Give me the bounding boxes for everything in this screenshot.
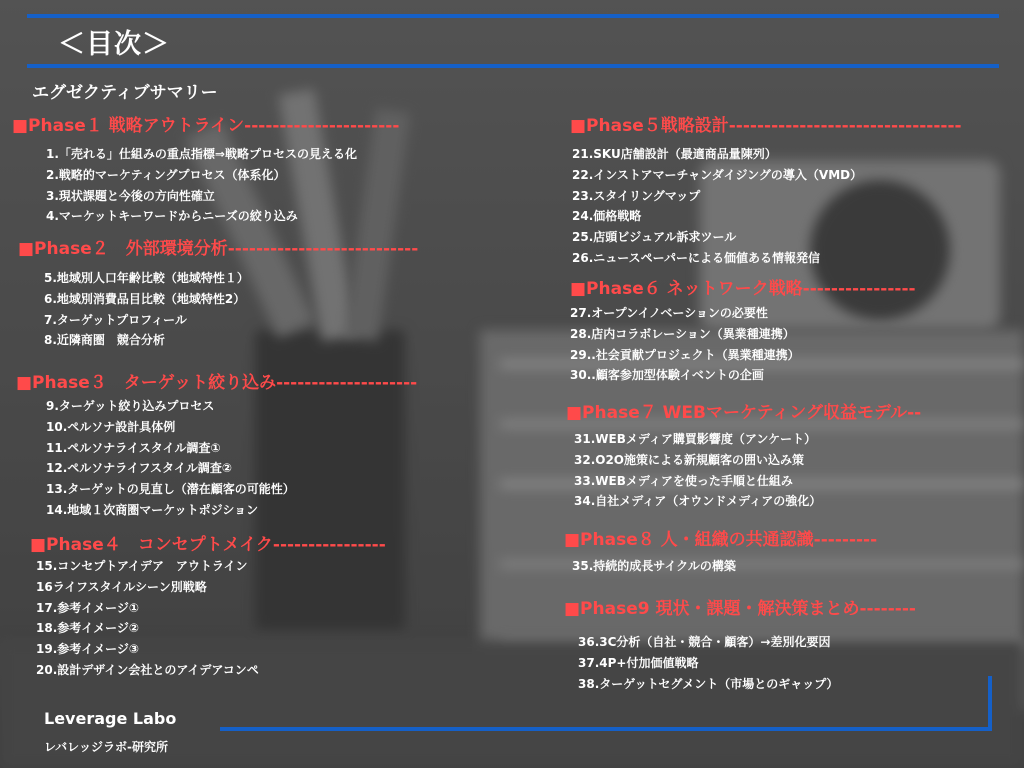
list-item: 15.コンセプトアイデア アウトライン [36, 559, 248, 573]
list-item: 5.地域別人口年齢比較（地域特性１） [44, 271, 249, 285]
list-item: 19.参考イメージ③ [36, 642, 140, 657]
phase-6-heading: ■Phase６ ネットワーク戦略---------------- [570, 279, 916, 299]
list-item: 18.参考イメージ② [36, 621, 140, 636]
phase-5-heading: ■Phase５戦略設計--------------------------------- [570, 116, 962, 136]
brand-subtitle: レバレッジラボ-研究所 [44, 740, 169, 754]
list-item: 6.地域別消費品目比較（地域特性2） [44, 291, 246, 306]
list-item: 27.オープンイノベーションの必要性 [570, 306, 768, 320]
list-item: 34.自社メディア（オウンドメディアの強化） [574, 494, 822, 509]
phase-4-heading: ■Phase４ コンセプトメイク---------------- [30, 535, 386, 555]
list-item: 7.ターゲットプロフィール [44, 312, 187, 327]
list-item: 32.O2O施策による新規顧客の囲い込み策 [574, 452, 805, 467]
list-item: 35.持続的成長サイクルの構築 [572, 559, 736, 573]
list-item: 22.インストアマーチャンダイジングの導入（VMD） [572, 167, 863, 182]
list-item: 13.ターゲットの見直し（潜在顧客の可能性） [46, 482, 295, 497]
phase-3-list [46, 396, 295, 521]
bottom-accent-line [220, 727, 992, 731]
list-item: 36.3C分析（自社・競合・顧客）→差別化要因 [578, 635, 831, 649]
list-item: 11.ペルソナライスタイル調査① [46, 440, 221, 455]
phase-9-list [578, 632, 838, 694]
phase-4-list [36, 556, 259, 681]
list-item: 38.ターゲットセグメント（市場とのギャップ） [578, 676, 839, 691]
list-item: 4.マーケットキーワードからニーズの絞り込み [46, 209, 298, 224]
list-item: 37.4P+付加価値戦略 [578, 655, 699, 670]
phase-2-list [44, 268, 249, 351]
phase-8-heading: ■Phase８ 人・組織の共通認識--------- [564, 530, 878, 550]
phase-6-list [570, 303, 800, 386]
list-item: 3.現状課題と今後の方向性確立 [46, 188, 215, 203]
phase-5-list [572, 144, 862, 269]
list-item: 30..顧客参加型体験イベントの企画 [570, 368, 764, 383]
top-accent-line [27, 14, 999, 18]
phase-1-heading: ■Phase１ 戦略アウトライン---------------------- [12, 116, 400, 136]
list-item: 1.「売れる」仕組みの重点指標⇒戦略プロセスの見える化 [46, 147, 357, 161]
list-item: 33.WEBメディアを使った手順と仕組み [574, 473, 793, 488]
page-title: ＜目次＞ [58, 29, 170, 60]
list-item: 2.戦略的マーケティングプロセス（体系化） [46, 167, 286, 182]
list-item: 10.ペルソナ設計具体例 [46, 419, 176, 434]
title-underline [27, 64, 999, 68]
phase-9-heading: ■Phase9 現状・課題・解決策まとめ-------- [564, 599, 916, 619]
list-item: 23.スタイリングマップ [572, 188, 701, 203]
list-item: 31.WEBメディア購買影響度（アンケート） [574, 432, 817, 446]
phase-8-list [572, 556, 736, 577]
list-item: 16ライフスタイルシーン別戦略 [36, 579, 207, 594]
phase-2-heading: ■Phase２ 外部環境分析--------------------------- [18, 239, 419, 259]
brand-name: Leverage Labo [44, 709, 177, 728]
list-item: 20.設計デザイン会社とのアイデアコンペ [36, 662, 259, 677]
phase-3-heading: ■Phase３ ターゲット絞り込み-------------------- [16, 373, 418, 393]
list-item: 29..社会貢献プロジェクト（異業種連携） [570, 347, 800, 362]
bottom-right-bracket [988, 676, 992, 731]
list-item: 9.ターゲット絞り込みプロセス [46, 399, 215, 413]
list-item: 14.地域１次商圏マーケットポジション [46, 502, 259, 517]
list-item: 21.SKU店舗設計（最適商品量陳列） [572, 147, 777, 161]
list-item: 25.店頭ビジュアル訴求ツール [572, 230, 737, 245]
phase-1-list [46, 144, 357, 227]
phase-7-heading: ■Phase７ WEBマーケティング収益モデル-- [566, 403, 922, 423]
executive-summary-heading: エグゼクティブサマリー [32, 83, 218, 103]
list-item: 12.ペルソナライフスタイル調査② [46, 461, 232, 476]
list-item: 24.価格戦略 [572, 209, 642, 224]
list-item: 26.ニュースペーパーによる価値ある情報発信 [572, 250, 821, 265]
list-item: 8.近隣商圏 競合分析 [44, 333, 165, 348]
list-item: 17.参考イメージ① [36, 600, 140, 615]
phase-7-list [574, 429, 821, 512]
list-item: 28.店内コラボレーション（異業種連携） [570, 326, 795, 341]
